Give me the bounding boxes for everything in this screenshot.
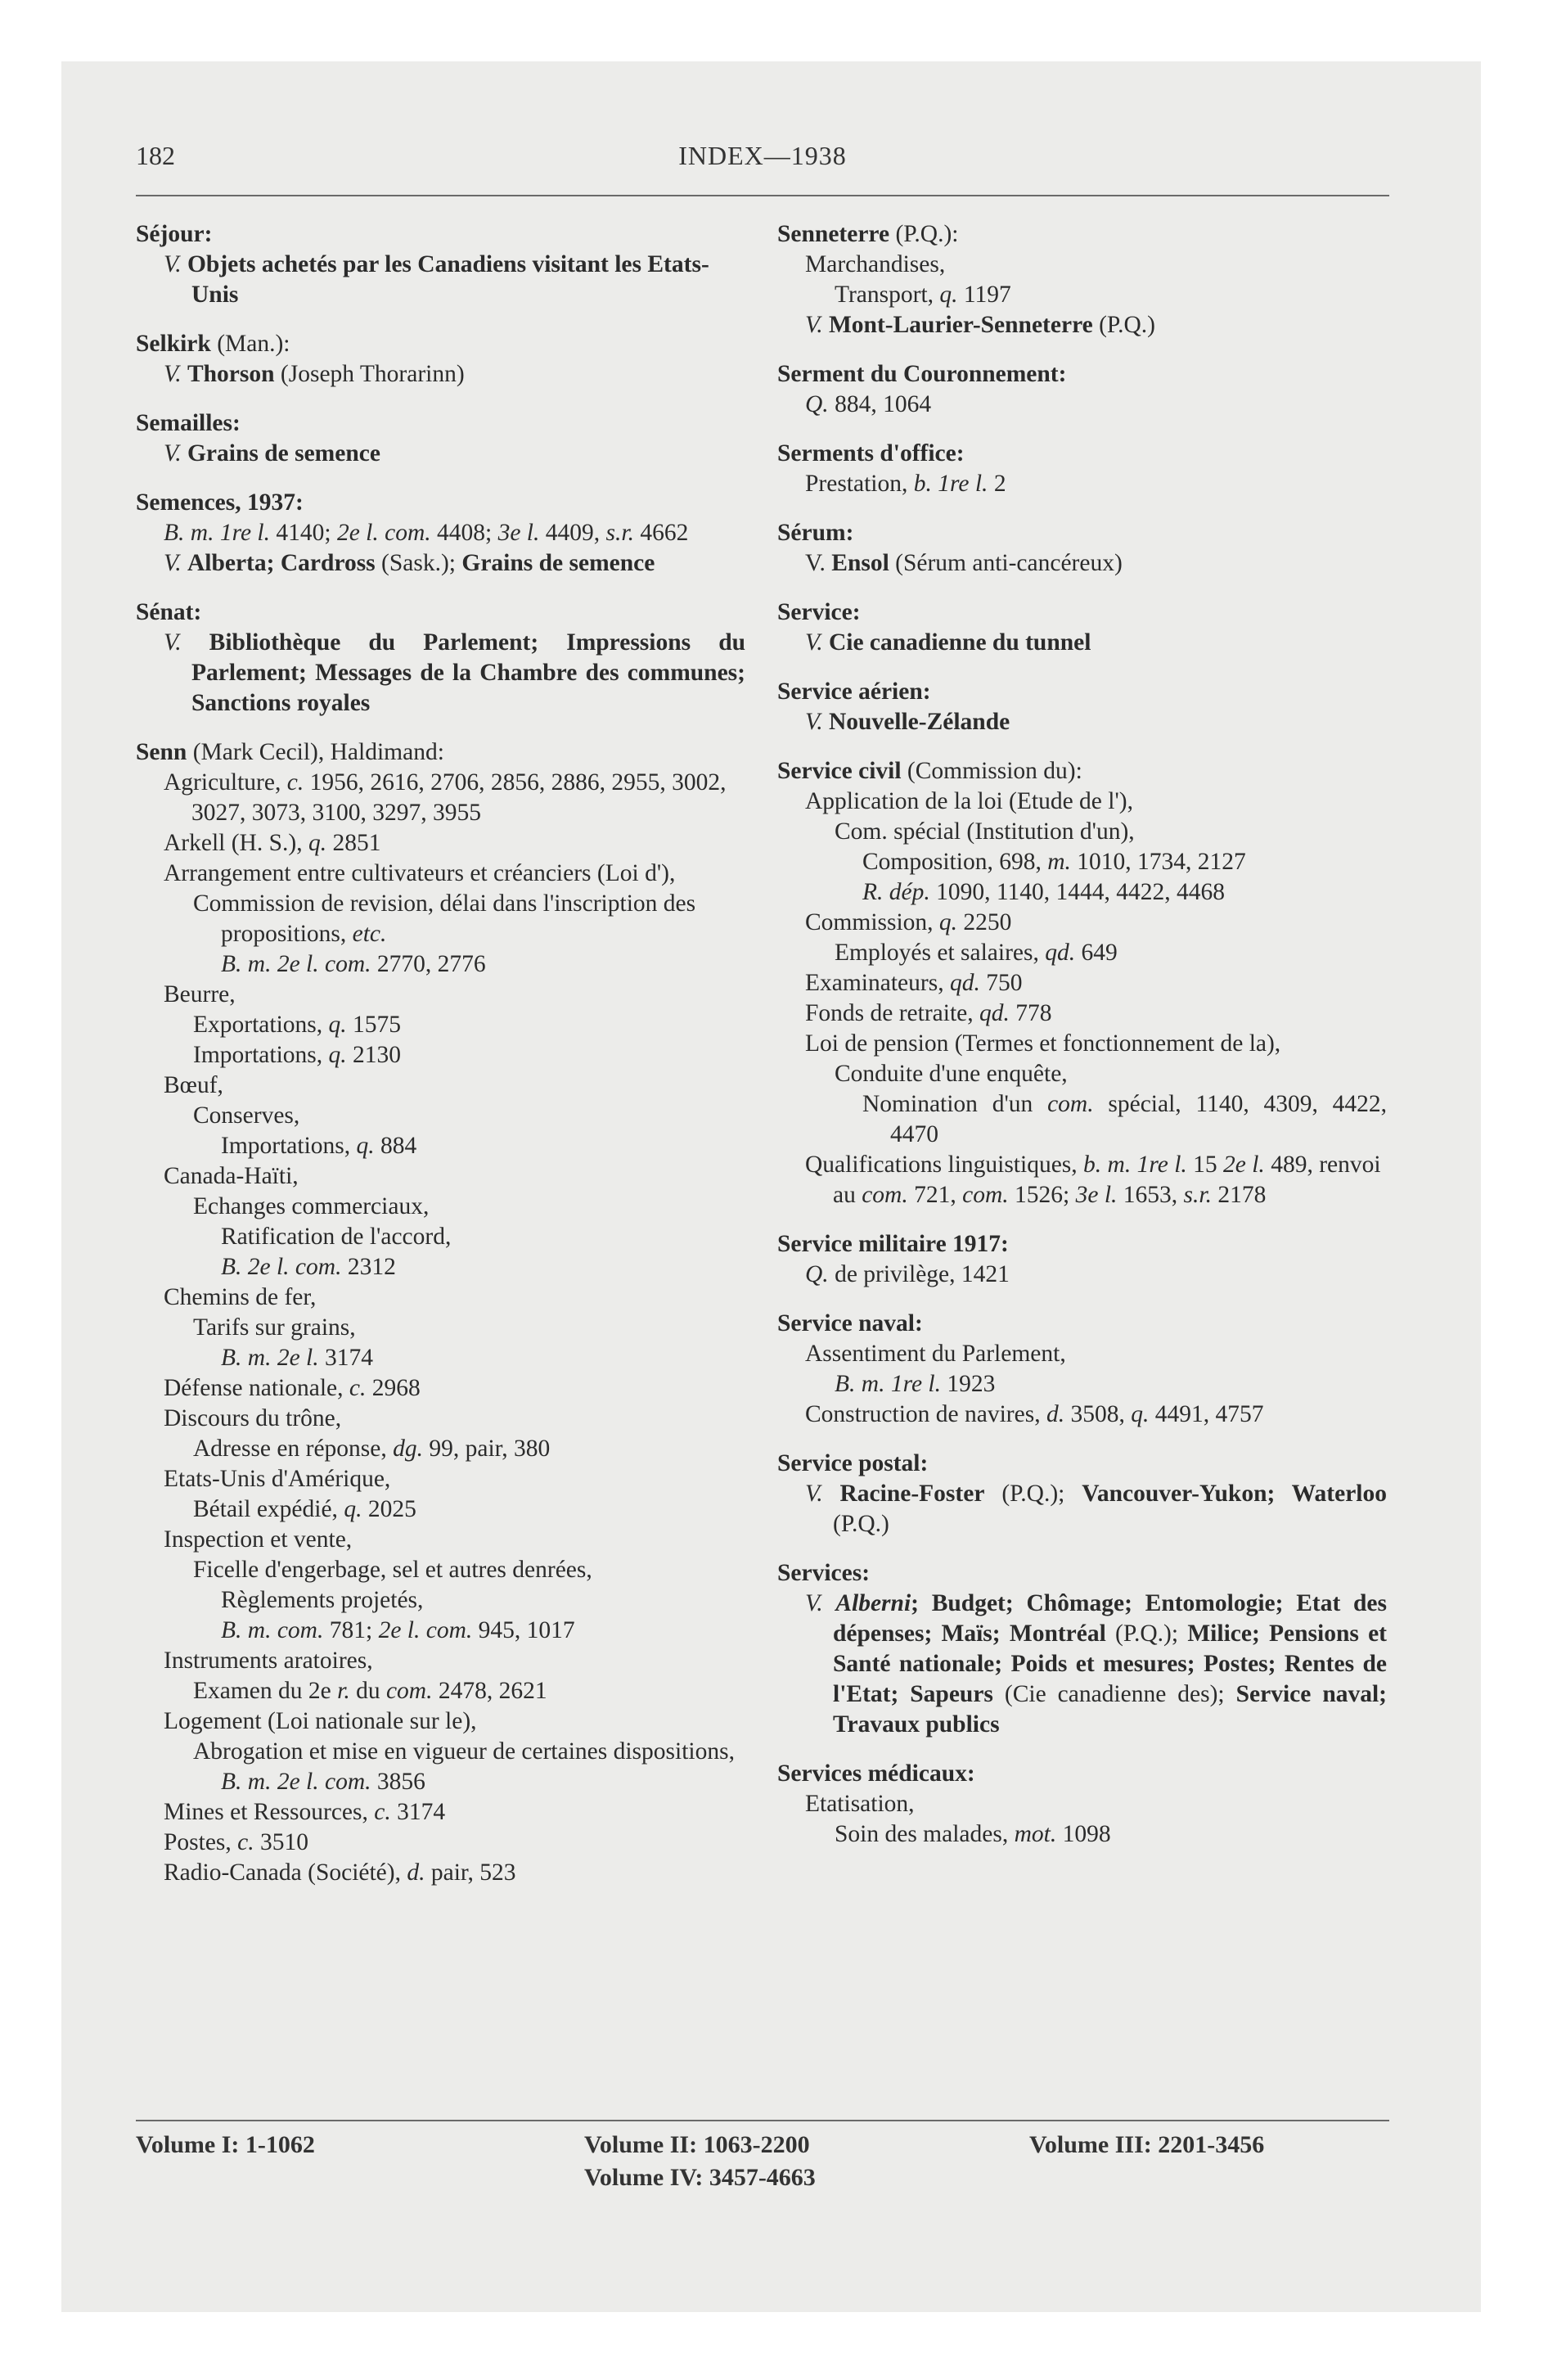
index-entry: Semailles: V. Grains de semence (136, 410, 380, 467)
index-entry: Service: V. Cie canadienne du tunnel (777, 599, 1091, 656)
volume-3-range: Volume III: 2201-3456 (1029, 2131, 1265, 2158)
page-title: INDEX—1938 (678, 141, 847, 170)
page-header (136, 141, 1389, 182)
index-entry: Service aérien: V. Nouvelle-Zélande (777, 678, 1010, 735)
index-entry: Senneterre (P.Q.): Marchandises, Transport, q. 1197 V. Mont-Laurier-Senneterre (P.Q.) (777, 221, 1155, 338)
footer-rule (136, 2120, 1389, 2121)
index-entry: Serment du Couronnement: Q. 884, 1064 (777, 361, 1067, 417)
index-entry: Serments d'office: Prestation, b. 1re l. 2 (777, 440, 1006, 497)
index-entry: Sénat: V. Bibliothèque du Parlement; Impressions du Parlement; Messages de la Chambre des communes; Sanctions royales (136, 599, 746, 716)
index-entry: Service postal: V. Racine-Foster (P.Q.); Vancouver-Yukon; Waterloo (P.Q.) (777, 1450, 1387, 1537)
index-entry: Services: V. Alberni; Budget; Chômage; Entomologie; Etat des dépenses; Maïs; Montréal (P.Q.); Milice; Pensions et Santé nationale; Poids et mesures; Postes; Rentes de l'Etat; Sapeurs (Cie canadienne des); Service naval; Travaux publics (777, 1560, 1387, 1738)
volume-2-range: Volume II: 1063-2200 (584, 2131, 810, 2158)
header-rule (136, 195, 1389, 196)
volume-footer (136, 2131, 1389, 2197)
index-entry: Selkirk (Man.): V. Thorson (Joseph Thorarinn) (136, 331, 465, 387)
index-entry: Séjour: V. Objets achetés par les Canadiens visitant les Etats-Unis (136, 221, 709, 308)
index-entry: Service militaire 1917: Q. de privilège, 1421 (777, 1231, 1010, 1287)
index-entry: Service civil (Commission du): Application de la loi (Etude de l'), Com. spécial (Institution d'un), Composition, 698, m. 1010, 1734, 2127 R. dép. 1090, 1140, 1444, 4422, 4468 Commission, q. 2250 Employés et salaires, qd. 649 Examinateurs, qd. 750 Fonds de retraite, qd. 778 Loi de pension (Termes et fonctionnement de la), Conduite d'une enquête, Nomination d'un com. spécial, 1140, 4309, 4422, 4470 Qualifications linguistiques, b. m. 1re l. 15 2e l. 489, renvoi au com. 721, com. 1526; 3e l. 1653, s.r. 2178 (777, 758, 1388, 1208)
index-entry: Semences, 1937: B. m. 1re l. 4140; 2e l. com. 4408; 3e l. 4409, s.r. 4662 V. Alberta; Cardross (Sask.); Grains de semence (136, 489, 689, 576)
index-column-right (777, 219, 1387, 1868)
index-entry: Sérum: V. Ensol (Sérum anti-cancéreux) (777, 520, 1123, 576)
page-number: 182 (136, 141, 175, 170)
volume-1-range: Volume I: 1-1062 (136, 2131, 315, 2158)
index-column-left (136, 219, 745, 1907)
index-entry: Senn (Mark Cecil), Haldimand: Agriculture, c. 1956, 2616, 2706, 2856, 2886, 2955, 3002, 3027, 3073, 3100, 3297, 3955 Arkell (H. S.), q. 2851 Arrangement entre cultivateurs et créanciers (Loi d'), Commission de revision, délai dans l'inscription des propositions, etc. B. m. 2e l. com. 2770, 2776 Beurre, Exportations, q. 1575 Importations, q. 2130 Bœuf, Conserves, Importations, q. 884 Canada-Haïti, Echanges commerciaux, Ratification de l'accord, B. 2e l. com. 2312 Chemins de fer, Tarifs sur grains, B. m. 2e l. 3174 Défense nationale, c. 2968 Discours du trône, Adresse en réponse, dg. 99, pair, 380 Etats-Unis d'Amérique, Bétail expédié, q. 2025 Inspection et vente, Ficelle d'engerbage, sel et autres denrées, Règlements projetés, B. m. com. 781; 2e l. com. 945, 1017 Instruments aratoires, Examen du 2e r. du com. 2478, 2621 Logement (Loi nationale sur le), Abrogation et mise en vigueur de certaines dispositions, B. m. 2e l. com. 3856 Mines et Ressources, c. 3174 Postes, c. 3510 Radio-Canada (Société), d. pair, 523 (136, 739, 735, 1886)
volume-4-range: Volume IV: 3457-4663 (584, 2164, 816, 2191)
index-entry: Services médicaux: Etatisation, Soin des malades, mot. 1098 (777, 1760, 1111, 1847)
index-entry: Service naval: Assentiment du Parlement, B. m. 1re l. 1923 Construction de navires, d. 3508, q. 4491, 4757 (777, 1310, 1264, 1427)
